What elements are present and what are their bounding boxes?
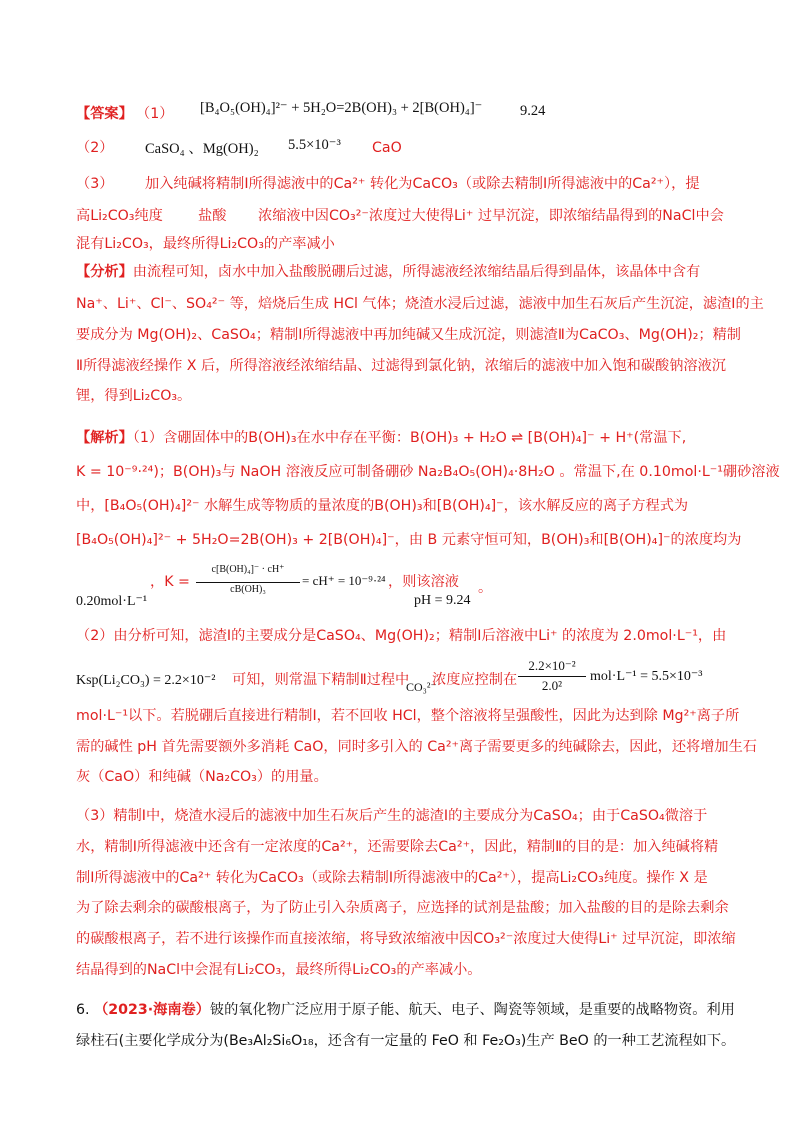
solution-part2-carbonate: CO₃²⁻ xyxy=(406,680,437,694)
solution-part2-denominator: 2.0² xyxy=(541,678,563,693)
solution-paragraph xyxy=(76,428,686,448)
answer-part2-precipitates: CaSO₄ 、Mg(OH)₂ xyxy=(145,141,259,157)
solution-part3-line2: 水，精制Ⅰ所得滤液中还含有一定浓度的Ca²⁺，还需要除去Ca²⁺，因此，精制Ⅱ的目的是：加入纯碱将精 xyxy=(76,839,719,855)
answer-part3-line2a: 高Li₂CO₃纯度 xyxy=(76,208,163,224)
answer-part3-number: （3） xyxy=(76,176,114,192)
solution-part2-mid: 可知，则常温下精制Ⅱ过程中 xyxy=(232,672,410,688)
answer-part1-equation: [B₄O₅(OH)₄]²⁻ + 5H₂O=2B(OH)₃ + 2[B(OH)₄]⁻ xyxy=(200,100,483,116)
solution-tag: 【解析】 xyxy=(76,430,133,446)
solution-part2-result: mol·L⁻¹ = 5.5×10⁻³ xyxy=(590,669,703,684)
solution-part2-ksp: Ksp(Li₂CO₃) = 2.2×10⁻² xyxy=(76,673,216,688)
solution-boric-concentration: 0.20mol·L⁻¹ xyxy=(76,594,148,609)
solution-line2: K = 10⁻⁹·²⁴)；B(OH)₃与 NaOH 溶液反应可制备硼砂 Na₂B₄O₅(OH)₄·8H₂O 。常温下,在 0.10mol·L⁻¹硼砂溶液 xyxy=(76,464,780,480)
answer-part2-number: （2） xyxy=(76,140,114,156)
solution-part3-line6: 结晶得到的NaCl中会混有Li₂CO₃，最终所得Li₂CO₃的产率减小。 xyxy=(76,962,482,978)
analysis-line1: 由流程可知，卤水中加入盐酸脱硼后过滤，所得滤液经浓缩结晶后得到晶体，该晶体中含有 xyxy=(132,264,701,280)
solution-ph-value: pH = 9.24 xyxy=(414,593,471,608)
answer-part3-line1: 加入纯碱将精制Ⅰ所得滤液中的Ca²⁺ 转化为CaCO₃（或除去精制Ⅰ所得滤液中的Ca²⁺），提 xyxy=(145,176,700,192)
analysis-paragraph xyxy=(76,262,700,282)
solution-part2-line3: mol·L⁻¹以下。若脱硼后直接进行精制Ⅰ，若不回收 HCl，整个溶液将呈强酸性，因此为达到除 Mg²⁺离子所 xyxy=(76,708,740,724)
analysis-line4: Ⅱ所得滤液经操作 X 后，所得溶液经浓缩结晶、过滤得到氯化钠，浓缩后的滤液中加入饱和碳酸钠溶液沉 xyxy=(76,358,726,374)
solution-k-fraction-bar xyxy=(196,582,300,583)
solution-part2-line5: 灰（CaO）和纯碱（Na₂CO₃）的用量。 xyxy=(76,769,328,785)
answer-part1-ph: 9.24 xyxy=(520,103,546,119)
analysis-line2: Na⁺、Li⁺、Cl⁻、SO₄²⁻ 等，焙烧后生成 HCl 气体；烧渣水浸后过滤，滤液中加生石灰后产生沉淀，滤渣Ⅰ的主 xyxy=(76,296,764,312)
solution-part2-line4: 需的碱性 pH 首先需要额外多消耗 CaO，同时多引入的 Ca²⁺离子需要更多的纯碱除去，因此，还将增加生石 xyxy=(76,739,757,755)
solution-part3-line1: （3）精制Ⅰ中，烧渣水浸后的滤液中加生石灰后产生的滤渣Ⅰ的主要成分为CaSO₄；由于CaSO₄微溶于 xyxy=(76,808,708,824)
solution-k-numerator: c[B(OH)₄]⁻ · cH⁺ xyxy=(211,564,285,575)
question-6-line1: 铍的氧化物广泛应用于原子能、航天、电子、陶瓷等领域，是重要的战略物资。利用 xyxy=(209,1002,735,1018)
question-6-source: （2023·海南卷） xyxy=(94,1002,210,1018)
solution-part2-fraction-bar xyxy=(518,676,586,677)
question-6-number: 6. xyxy=(76,1002,90,1018)
solution-part3-line4: 为了除去剩余的碳酸根离子，为了防止引入杂质离子，应选择的试剂是盐酸；加入盐酸的目的是除去剩余 xyxy=(76,900,729,916)
solution-part2-line1: （2）由分析可知，滤渣Ⅰ的主要成分是CaSO₄、Mg(OH)₂；精制Ⅰ后溶液中Li⁺ 的浓度为 2.0mol·L⁻¹，由 xyxy=(76,628,727,644)
analysis-line3: 要成分为 Mg(OH)₂、CaSO₄；精制Ⅰ所得滤液中再加纯碱又生成沉淀，则滤渣Ⅱ为CaCO₃、Mg(OH)₂；精制 xyxy=(76,327,741,343)
solution-k-label: ，K = xyxy=(150,574,190,590)
analysis-tag: 【分析】 xyxy=(76,264,133,280)
answer-part1-number: （1） xyxy=(136,106,174,122)
answer-part2-concentration: 5.5×10⁻³ xyxy=(288,137,341,153)
answer-part3-line3: 混有Li₂CO₃，最终所得Li₂CO₃的产率减小 xyxy=(76,236,335,252)
solution-k-value: = cH⁺ = 10⁻⁹·²⁴ xyxy=(302,573,386,588)
solution-part3-line3: 制Ⅰ所得滤液中的Ca²⁺ 转化为CaCO₃（或除去精制Ⅰ所得滤液中的Ca²⁺），提高Li₂CO₃纯度。操作 X 是 xyxy=(76,870,708,886)
solution-part3-line5: 的碳酸根离子，若不进行该操作而直接浓缩，将导致浓缩液中因CO₃²⁻浓度过大使得Li⁺ 过早沉淀，即浓缩 xyxy=(76,931,736,947)
question-6-line2: 绿柱石(主要化学成分为(Be₃Al₂Si₆O₁₈，还含有一定量的 FeO 和 Fe₂O₃)生产 BeO 的一种工艺流程如下。 xyxy=(76,1033,736,1049)
solution-k-tail: ，则该溶液 xyxy=(388,574,459,590)
solution-line4: [B₄O₅(OH)₄]²⁻ + 5H₂O=2B(OH)₃ + 2[B(OH)₄]⁻，由 B 元素守恒可知，B(OH)₃和[B(OH)₄]⁻的浓度均为 xyxy=(76,532,742,548)
answer-part2-reagent: CaO xyxy=(372,140,402,156)
solution-part2-mid2: 浓度应控制在 xyxy=(432,672,518,688)
solution-line3: 中，[B₄O₅(OH)₄]²⁻ 水解生成等物质的量浓度的B(OH)₃和[B(OH)₄]⁻，该水解反应的离子方程式为 xyxy=(76,498,689,514)
answer-part3-line2c: 浓缩液中因CO₃²⁻浓度过大使得Li⁺ 过早沉淀，即浓缩结晶得到的NaCl中会 xyxy=(258,208,724,224)
solution-ph-period: 。 xyxy=(478,580,493,596)
answer-tag: 【答案】 xyxy=(76,106,133,122)
question-6 xyxy=(76,1000,735,1020)
solution-part2-numerator: 2.2×10⁻² xyxy=(528,658,576,673)
solution-line1: （1）含硼固体中的B(OH)₃在水中存在平衡：B(OH)₃ + H₂O ⇌ [B(OH)₄]⁻ + H⁺(常温下, xyxy=(132,430,687,446)
solution-k-denominator: cB(OH)₃ xyxy=(230,584,266,595)
answer-part3-line2b: 盐酸 xyxy=(198,208,227,224)
analysis-line5: 锂，得到Li₂CO₃。 xyxy=(76,388,192,404)
